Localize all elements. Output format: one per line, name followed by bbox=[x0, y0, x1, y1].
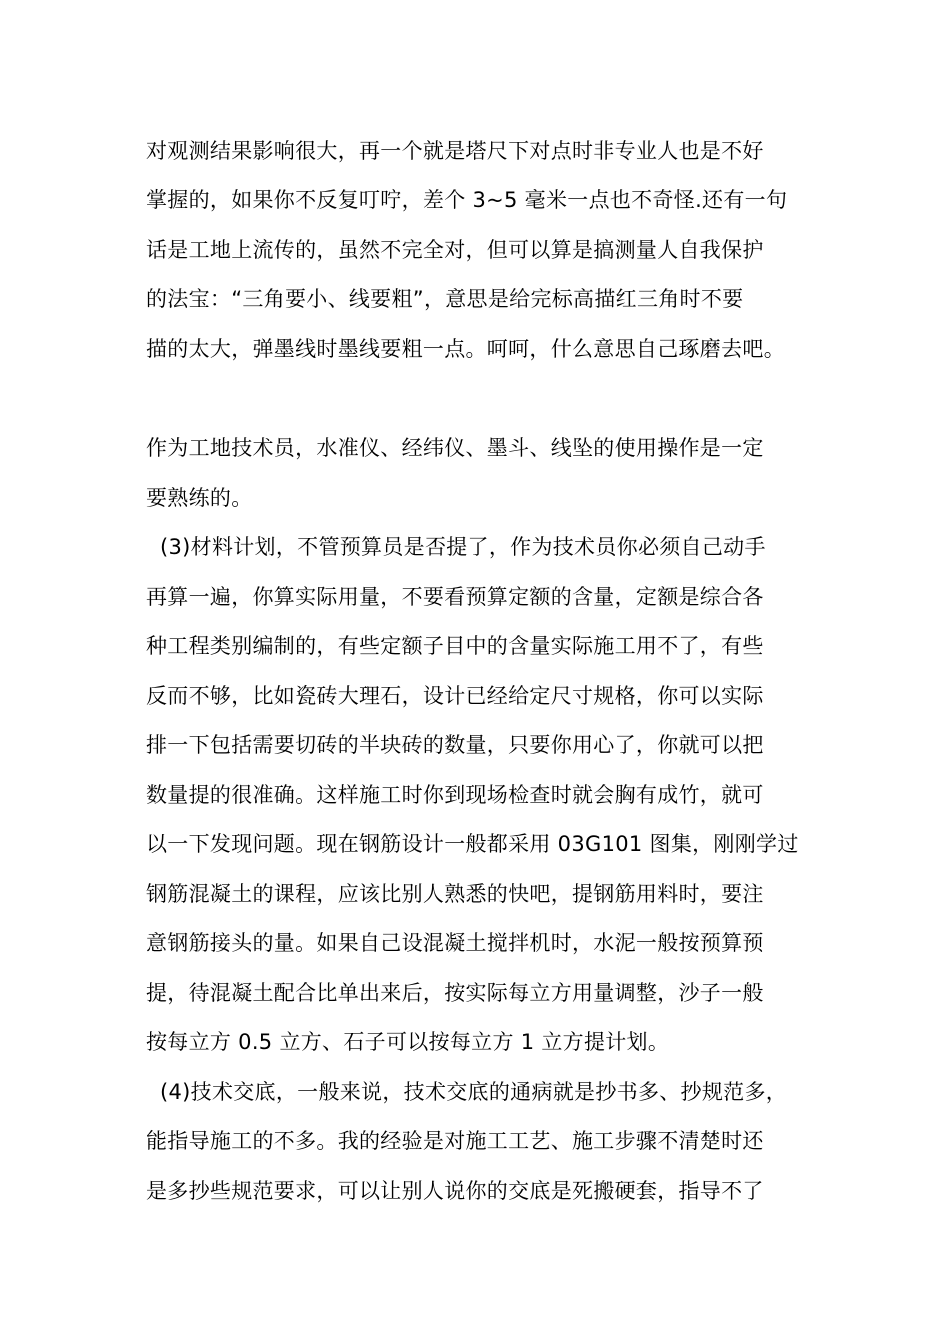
text-line: 的法宝：“三角要小、线要粗”，意思是给完标高描红三角时不要 bbox=[146, 287, 744, 311]
text-line: 意钢筋接头的量。如果自己设混凝土搅拌机时，水泥一般按预算预 bbox=[146, 931, 764, 955]
text-line: 数量提的很准确。这样施工时你到现场检查时就会胸有成竹，就可 bbox=[146, 783, 764, 807]
text-line: 提，待混凝土配合比单出来后，按实际每立方用量调整，沙子一般 bbox=[146, 981, 764, 1005]
text-line: 描的太大，弹墨线时墨线要粗一点。呵呵，什么意思自己琢磨去吧。 bbox=[146, 337, 785, 361]
text-line: 钢筋混凝土的课程，应该比别人熟悉的快吧，提钢筋用料时，要注 bbox=[146, 882, 764, 906]
text-line: 作为工地技术员，水准仪、经纬仪、墨斗、线坠的使用操作是一定 bbox=[146, 436, 764, 460]
text-line: 要熟练的。 bbox=[146, 486, 253, 510]
text-line: 再算一遍，你算实际用量，不要看预算定额的含量，定额是综合各 bbox=[146, 585, 764, 609]
text-line: 排一下包括需要切砖的半块砖的数量，只要你用心了，你就可以把 bbox=[146, 733, 764, 757]
text-line: 反而不够，比如瓷砖大理石，设计已经给定尺寸规格，你可以实际 bbox=[146, 684, 764, 708]
text-line: 能指导施工的不多。我的经验是对施工工艺、施工步骤不清楚时还 bbox=[146, 1129, 764, 1153]
text-line: (4)技术交底，一般来说，技术交底的通病就是抄书多、抄规范多， bbox=[160, 1080, 788, 1104]
text-line: 掌握的，如果你不反复叮咛，差个 3~5 毫米一点也不奇怪.还有一句 bbox=[146, 188, 788, 212]
text-line: 是多抄些规范要求，可以让别人说你的交底是死搬硬套，指导不了 bbox=[146, 1179, 764, 1203]
text-line: 话是工地上流传的，虽然不完全对，但可以算是搞测量人自我保护 bbox=[146, 238, 764, 262]
text-line: 种工程类别编制的，有些定额子目中的含量实际施工用不了，有些 bbox=[146, 634, 764, 658]
text-line: 以一下发现问题。现在钢筋设计一般都采用 03G101 图集，刚刚学过 bbox=[146, 832, 799, 856]
text-line: 按每立方 0.5 立方、石子可以按每立方 1 立方提计划。 bbox=[146, 1030, 670, 1054]
text-line: (3)材料计划，不管预算员是否提了，作为技术员你必须自己动手 bbox=[160, 535, 766, 559]
text-line: 对观测结果影响很大，再一个就是塔尺下对点时非专业人也是不好 bbox=[146, 139, 764, 163]
